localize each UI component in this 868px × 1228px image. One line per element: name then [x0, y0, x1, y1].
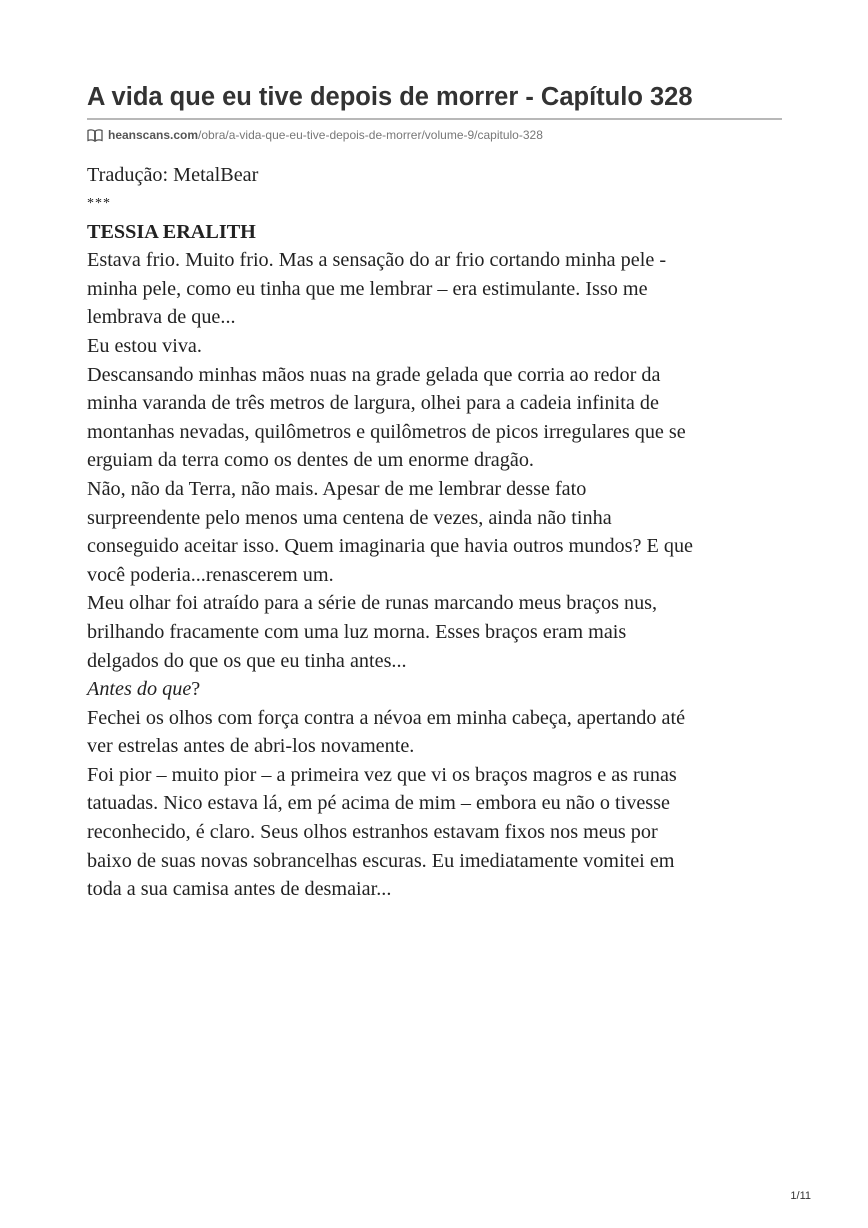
paragraph: Descansando minhas mãos nuas na grade gelada que corria ao redor da minha varanda de três metros de largura, olhei para a cadeia infinita de montanhas nevadas, quilômetros e quilômetros de picos irregulares que se erguiam da terra como os dentes de um enorme dragão. — [87, 363, 686, 472]
section-separator: *** — [87, 195, 111, 211]
source-path: /obra/a-vida-que-eu-tive-depois-de-morrer/volume-9/capitulo-328 — [198, 128, 543, 142]
page-number: 1/11 — [790, 1190, 811, 1202]
translation-credit: Tradução: MetalBear — [87, 164, 259, 186]
page-title: A vida que eu tive depois de morrer - Capítulo 328 — [87, 83, 693, 111]
paragraph: Meu olhar foi atraído para a série de runas marcando meus braços nus, brilhando fracamente com uma luz morna. Esses braços eram mais delgados do que os que eu tinha antes... — [87, 592, 658, 672]
italic-suffix: ? — [191, 678, 201, 701]
paragraph: Eu estou viva. — [87, 334, 202, 357]
italic-paragraph — [87, 675, 782, 704]
source-line — [87, 126, 782, 144]
title-divider — [87, 118, 782, 120]
chapter-content — [87, 161, 782, 904]
section-heading: TESSIA ERALITH — [87, 220, 256, 243]
paragraph: Foi pior – muito pior – a primeira vez que vi os braços magros e as runas tatuadas. Nico estava lá, em pé acima de mim – embora eu não o tivesse reconhecido, é claro. Seus olhos estranhos estavam fixos nos meus por baixo de suas novas sobrancelhas escuras. Eu imediatamente vomitei em toda a sua camisa antes de desmaiar... — [87, 763, 677, 901]
document-page — [87, 78, 782, 904]
paragraph: Não, não da Terra, não mais. Apesar de me lembrar desse fato surpreendente pelo menos uma centena de vezes, ainda não tinha conseguido aceitar isso. Quem imaginaria que havia outros mundos? E que você poderia...renascerem um. — [87, 477, 694, 586]
book-icon — [87, 129, 103, 142]
source-link[interactable] — [108, 128, 543, 142]
paragraph: Fechei os olhos com força contra a névoa em minha cabeça, apertando até ver estrelas antes de abri-los novamente. — [87, 706, 686, 758]
italic-text: Antes do que — [87, 678, 192, 701]
paragraph: Estava frio. Muito frio. Mas a sensação do ar frio cortando minha pele - minha pele, como eu tinha que me lembrar – era estimulante. Isso me lembrava de que... — [87, 249, 667, 329]
source-domain: heanscans.com — [108, 128, 199, 142]
